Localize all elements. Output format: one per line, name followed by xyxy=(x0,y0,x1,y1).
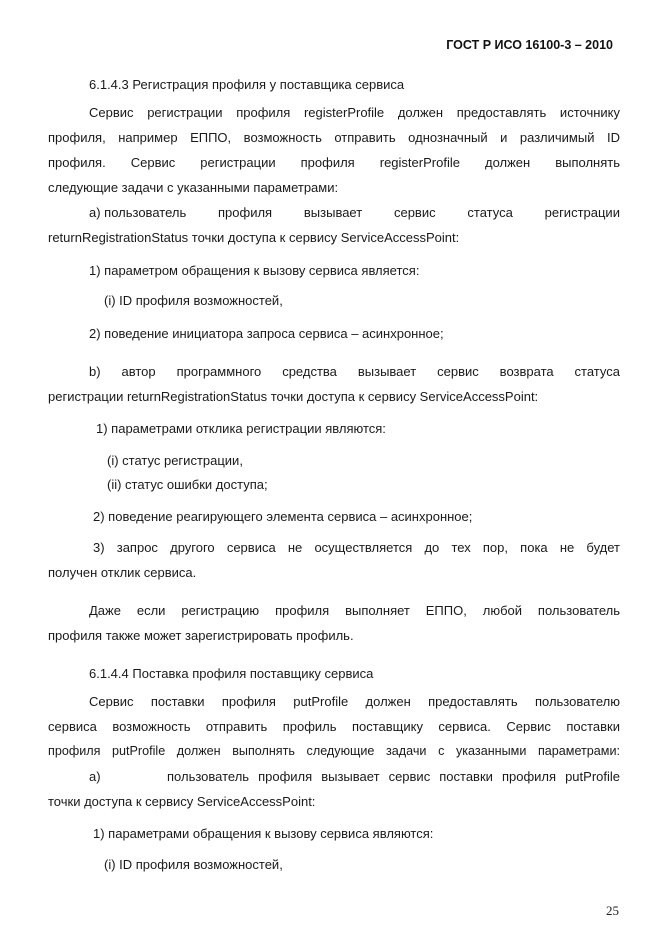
list-item-word: регистрации xyxy=(544,205,620,220)
page-number: 25 xyxy=(606,903,619,918)
sub-sub-list-item: (ii) статус ошибки доступа; xyxy=(107,477,268,492)
sub-list-item: 2) поведение инициатора запроса сервиса – асинхронное; xyxy=(89,326,444,341)
sub-sub-list-item: (i) статус регистрации, xyxy=(107,453,243,468)
paragraph-line: профиля, например ЕППО, возможность отправить однозначный и различимый ID xyxy=(48,130,620,145)
list-item-text: пользователь профиля вызывает сервис поставки профиля putProfile xyxy=(167,769,620,784)
paragraph-line: Даже если регистрацию профиля выполняет ЕППО, любой пользователь xyxy=(89,603,620,618)
list-item-a xyxy=(89,204,620,221)
list-item-word: профиля xyxy=(218,205,273,220)
paragraph-line: сервиса возможность отправить профиль поставщику сервиса. Сервис поставки xyxy=(48,719,620,734)
document-header: ГОСТ Р ИСО 16100-3 – 2010 xyxy=(446,38,613,52)
paragraph-line: регистрации returnRegistrationStatus точки доступа к сервису ServiceAccessPoint: xyxy=(48,389,539,404)
section-heading-6-1-4-4: 6.1.4.4 Поставка профиля поставщику сервиса xyxy=(89,666,374,681)
sub-list-item: 3) запрос другого сервиса не осуществляется до тех пор, пока не будет xyxy=(93,540,620,555)
paragraph-line: Сервис поставки профиля putProfile должен предоставлять пользователю xyxy=(89,694,620,709)
list-item-word: вызывает xyxy=(303,205,363,220)
paragraph-line: профиля также может зарегистрировать профиль. xyxy=(48,628,354,643)
list-item-word: а) пользователь xyxy=(89,205,187,220)
list-item-marker: а) xyxy=(89,769,101,784)
paragraph-line: точки доступа к сервису ServiceAccessPoint: xyxy=(48,794,316,809)
sub-list-item: 1) параметрами отклика регистрации являются: xyxy=(96,421,386,436)
paragraph-line: Сервис регистрации профиля registerProfile должен предоставлять источнику xyxy=(89,105,620,120)
paragraph-line: следующие задачи с указанными параметрами: xyxy=(48,180,339,195)
paragraph-line: профиля putProfile должен выполнять следующие задачи с указанными параметрами: xyxy=(48,744,620,758)
sub-list-item: 1) параметрами обращения к вызову сервиса являются: xyxy=(93,826,434,841)
section-heading-6-1-4-3: 6.1.4.3 Регистрация профиля у поставщика сервиса xyxy=(89,77,405,92)
list-item-b: b) автор программного средства вызывает сервис возврата статуса xyxy=(89,364,620,379)
sub-list-item: 1) параметром обращения к вызову сервиса является: xyxy=(89,263,420,278)
sub-sub-list-item: (i) ID профиля возможностей, xyxy=(104,857,283,872)
paragraph-line: получен отклик сервиса. xyxy=(48,565,197,580)
sub-sub-list-item: (i) ID профиля возможностей, xyxy=(104,293,283,308)
paragraph-line: профиля. Сервис регистрации профиля registerProfile должен выполнять xyxy=(48,155,620,170)
paragraph-line: returnRegistrationStatus точки доступа к сервису ServiceAccessPoint: xyxy=(48,230,460,245)
list-item-word: статуса xyxy=(467,205,513,220)
list-item-a xyxy=(89,768,620,785)
list-item-word: сервис xyxy=(393,205,436,220)
sub-list-item: 2) поведение реагирующего элемента сервиса – асинхронное; xyxy=(93,509,473,524)
